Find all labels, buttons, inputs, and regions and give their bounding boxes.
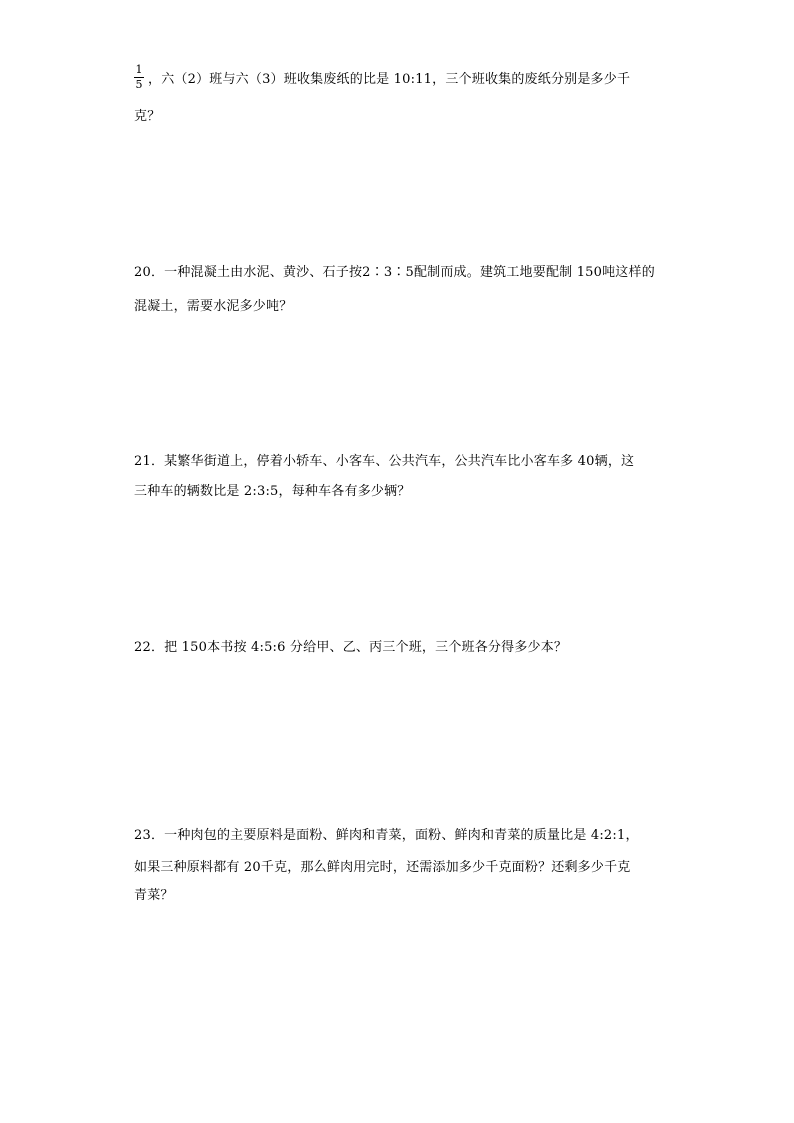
fraction-one-fifth xyxy=(134,64,144,91)
question-19-line-2: 克？ xyxy=(134,109,161,124)
question-23-line-2: 如果三种原料都有 20千克，那么鲜肉用完时，还需添加多少千克面粉？还剩多少千克 xyxy=(134,860,631,875)
question-21-line-2: 三种车的辆数比是 2:3:5，每种车各有多少辆？ xyxy=(134,484,411,499)
question-21-line-1: 21．某繁华街道上，停着小轿车、小客车、公共汽车，公共汽车比小客车多 40辆，这 xyxy=(134,454,635,469)
question-20-line-2: 混凝土，需要水泥多少吨？ xyxy=(134,299,293,314)
question-22-line-1: 22．把 150本书按 4:5:6 分给甲、乙、丙三个班，三个班各分得多少本？ xyxy=(134,640,568,655)
question-20-line-1: 20．一种混凝土由水泥、黄沙、石子按2∶3∶5配制而成。建筑工地要配制 150吨这样的 xyxy=(134,265,655,280)
question-23-line-1: 23．一种肉包的主要原料是面粉、鲜肉和青菜，面粉、鲜肉和青菜的质量比是 4:2:1， xyxy=(134,828,639,843)
fraction-numerator: 1 xyxy=(135,63,143,76)
question-19-line-1: ，六（2）班与六（3）班收集废纸的比是 10:11，三个班收集的废纸分别是多少千 xyxy=(148,72,631,87)
question-23-line-3: 青菜？ xyxy=(134,888,174,903)
fraction-denominator: 5 xyxy=(135,78,143,91)
